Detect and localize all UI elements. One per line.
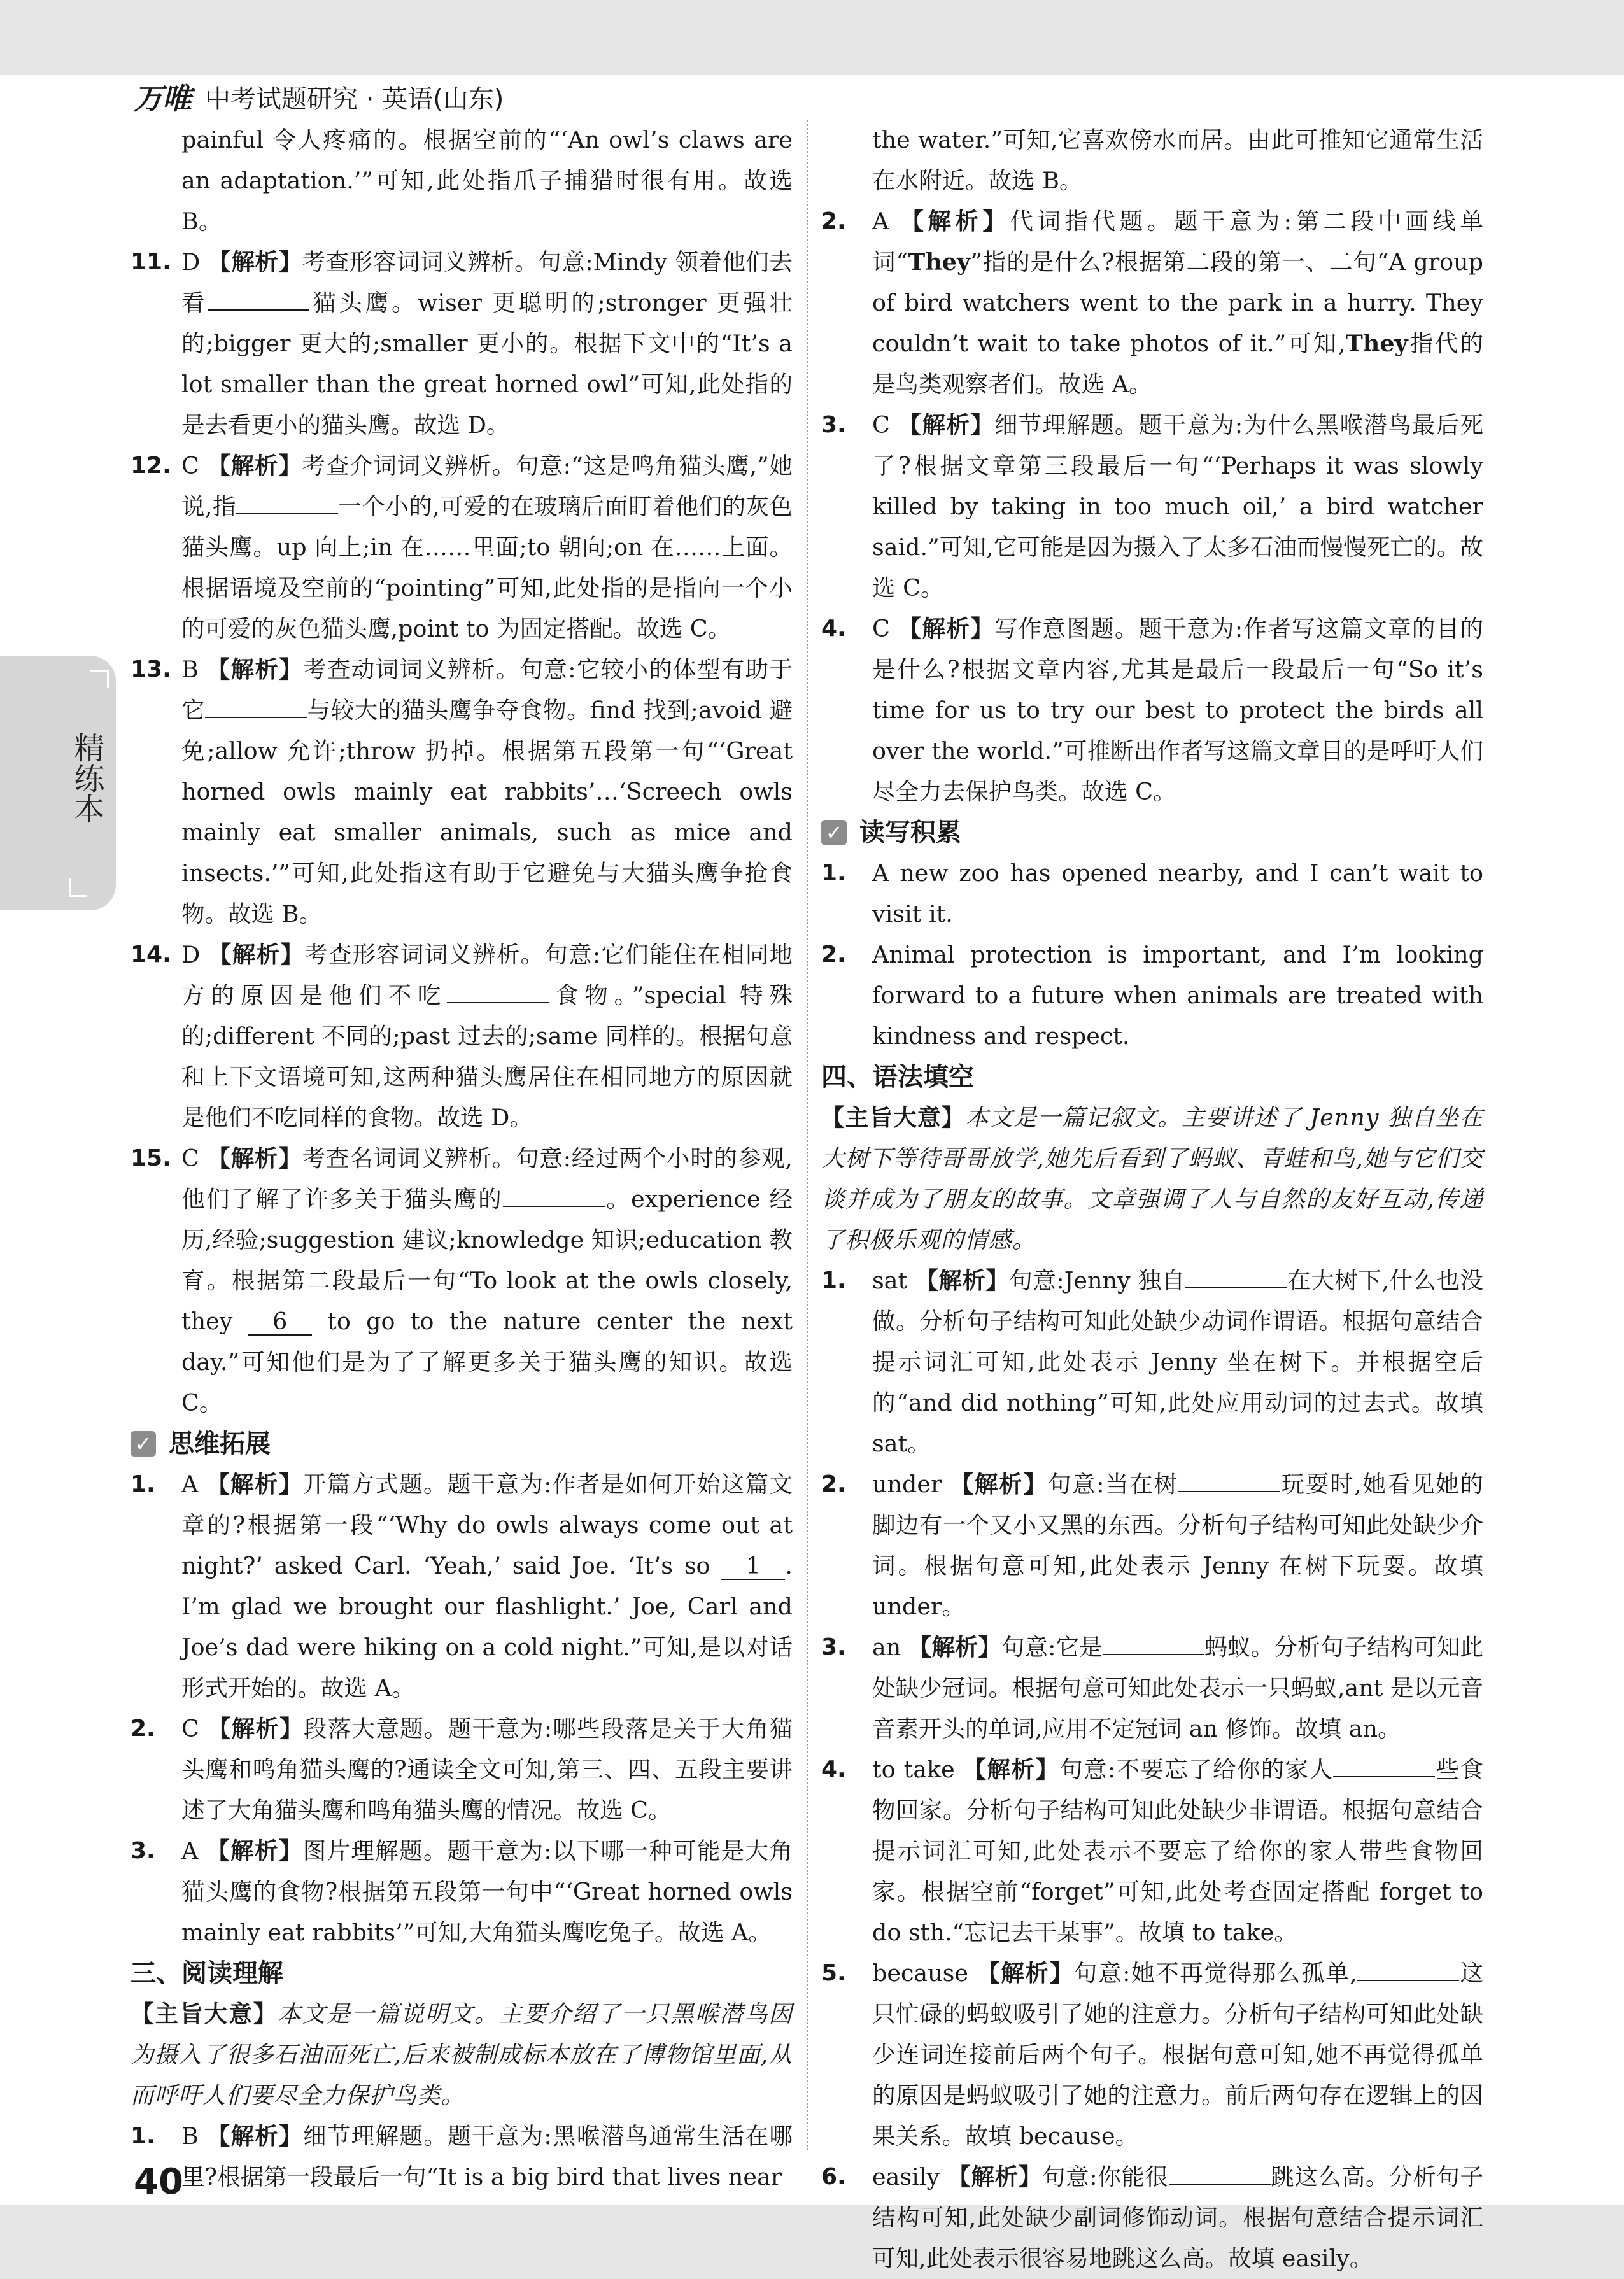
- summary-tag: 【主旨大意】: [131, 2000, 278, 2028]
- item-number: 2.: [821, 942, 846, 968]
- item-text: 蚂蚁。分析句子结构可知此处缺少冠词。根据句意可知此处表示一只蚂蚁,ant 是以元音音素开头的单词,应用不定冠词 an 修饰。故填 an。: [872, 1633, 1483, 1742]
- item-number: 3.: [131, 1838, 155, 1864]
- summary-text: 本文是一篇说明文。主要介绍了一只黑喉潜鸟因为摄入了很多石油而死亡,后来被制成标本放在了博物馆里面,从而呼吁人们要尽全力保护鸟类。: [131, 2000, 793, 2109]
- item-number: 15.: [131, 1145, 171, 1171]
- answer-item: [821, 1953, 1483, 2157]
- answer-item: [821, 1749, 1483, 1953]
- item-text: 考查动词词义辨析。句意:它较小的体型有助于它: [181, 656, 793, 724]
- item-text: Animal protection is important, and I’m looking forward to a future when animals are treated with kindness and respect.: [872, 941, 1483, 1050]
- bold-word: They: [1345, 330, 1408, 357]
- summary-paragraph: [821, 1097, 1483, 1260]
- book-title: 中考试题研究 · 英语(山东): [205, 84, 504, 114]
- item-number: 3.: [821, 412, 846, 438]
- item-text: 句意:Jenny 独自: [1009, 1267, 1185, 1294]
- write-item: [821, 853, 1483, 935]
- item-text: 猫头鹰。wiser 更聪明的;stronger 更强壮的;bigger 更大的;smaller 更小的。根据下文中的“It’s a lot smaller than the great horned owl”可知,此处指的是去看更小的猫头鹰。故选 D。: [181, 289, 793, 439]
- column-divider: [807, 120, 808, 2150]
- page-number: 40: [134, 2161, 183, 2203]
- analysis-tag: 【解析】: [207, 1715, 304, 1742]
- answer-item: [821, 1627, 1483, 1749]
- item-text: 句意:你能很: [1041, 2163, 1169, 2191]
- analysis-tag: 【解析】: [977, 1959, 1074, 1987]
- fill-blank: [1185, 1287, 1287, 1288]
- analysis-tag: 【解析】: [206, 1837, 303, 1865]
- item-text: 写作意图题。题干意为:作者写这篇文章的目的是什么?根据文章内容,尤其是最后一段最后一句“So it’s time for us to try our best to protect the birds all over the world.”可推断出作者写这篇文章目的是呼吁人们尽全力去保护鸟类。故选 C。: [872, 615, 1483, 805]
- item-answer: D: [181, 941, 201, 968]
- continued-text: painful 令人疼痛的。根据空前的“‘An owl’s claws are an adaptation.’”可知,此处指爪子捕猎时很有用。故选 B。: [181, 126, 793, 235]
- item-text: 段落大意题。题干意为:哪些段落是关于大角猫头鹰和鸣角猫头鹰的?通读全文可知,第三、四、五段主要讲述了大角猫头鹰和鸣角猫头鹰的情况。故选 C。: [181, 1715, 793, 1824]
- fill-blank: [1103, 1654, 1204, 1655]
- top-bar: [0, 0, 1624, 75]
- item-number: 3.: [821, 1634, 846, 1660]
- item-number: 2.: [821, 208, 846, 234]
- item-text: 这只忙碌的蚂蚁吸引了她的注意力。分析句子结构可知此处缺少连词连接前后两个句子。根据句意可知,她不再觉得孤单的原因是蚂蚁吸引了她的注意力。前后两句存在逻辑上的因果关系。故填 because。: [872, 1959, 1484, 2150]
- answer-item: [821, 1464, 1483, 1627]
- bracket-decoration: [69, 878, 87, 897]
- item-number: 1.: [821, 860, 846, 886]
- item-number: 1.: [821, 1267, 846, 1294]
- analysis-tag: 【解析】: [206, 1471, 303, 1498]
- section-title: 思维拓展: [169, 1429, 271, 1458]
- item-answer: because: [872, 1959, 969, 1987]
- item-text: 。experience 经历,经验;suggestion 建议;knowledge 知识;education 教育。根据第二段最后一句“To look at the owls closely, they: [181, 1185, 793, 1335]
- analysis-tag: 【解析】: [206, 656, 304, 683]
- left-column: [131, 120, 793, 2198]
- item-text: to go to the nature center the next day.”可知他们是为了了解更多关于猫头鹰的知识。故选 C。: [181, 1308, 793, 1416]
- item-text: 细节理解题。题干意为:黑喉潜鸟通常生活在哪里?根据第一段最后一句“It is a big bird that lives near: [181, 2122, 793, 2191]
- section-title: 读写积累: [859, 818, 961, 847]
- item-number: 2.: [821, 1471, 846, 1497]
- brand-logo: 万唯: [134, 81, 191, 116]
- item-answer: an: [872, 1633, 901, 1661]
- write-item: [821, 935, 1483, 1057]
- analysis-tag: 【解析】: [898, 411, 994, 439]
- item-number: 4.: [821, 1756, 846, 1782]
- analysis-tag: 【解析】: [898, 615, 994, 642]
- fill-blank: [1169, 2184, 1271, 2185]
- item-text: 在大树下,什么也没做。分析句子结构可知此处缺少动词作谓语。根据句意结合提示词汇可知,此处表示 Jenny 坐在树下。并根据空后的“and did nothing”可知,此处应用动词的过去式。故填 sat。: [872, 1267, 1483, 1457]
- summary-paragraph: [131, 1994, 793, 2116]
- section-header: [821, 812, 1483, 853]
- summary-tag: 【主旨大意】: [821, 1104, 966, 1131]
- item-number: 2.: [131, 1716, 155, 1742]
- fill-blank: [208, 309, 309, 311]
- item-answer: easily: [872, 2163, 940, 2191]
- item-answer: to take: [872, 1756, 955, 1783]
- item-text: 句意:她不再觉得那么孤单,: [1073, 1959, 1357, 1987]
- item-number: 1.: [131, 2123, 155, 2149]
- item-answer: C: [181, 1145, 199, 1172]
- page-header: [134, 78, 504, 116]
- item-text: 一个小的,可爱的在玻璃后面盯着他们的灰色猫头鹰。up 向上;in 在……里面;to 朝向;on 在……上面。根据语境及空前的“pointing”可知,此处指的是指向一个小的可爱的灰色猫头鹰,point to 为固定搭配。故选 C。: [181, 493, 793, 642]
- analysis-tag: 【解析】: [915, 1267, 1010, 1294]
- right-column: [821, 120, 1483, 2279]
- section-header: [131, 1423, 793, 1464]
- item-text: 句意:不要忘了给你的家人: [1059, 1756, 1334, 1783]
- item-text: 细节理解题。题干意为:为什么黑喉潜鸟最后死了?根据文章第三段最后一句“‘Perhaps it was slowly killed by taking in too much oil,’ a bird watcher said.”可知,它可能是因为摄入了太多石油而慢慢死亡的。故选 C。: [872, 411, 1483, 602]
- section-title: 四、语法填空: [821, 1062, 974, 1092]
- item-text: 代词指代题。题干意为:第二段中画线单词“: [872, 208, 1483, 276]
- answer-item: [131, 242, 793, 446]
- fill-blank: [1178, 1491, 1280, 1492]
- answer-item: [821, 1260, 1483, 1464]
- analysis-tag: 【解析】: [947, 2163, 1042, 2191]
- item-number: 4.: [821, 616, 846, 642]
- analysis-tag: 【解析】: [207, 1145, 302, 1172]
- fill-blank: [1357, 1980, 1459, 1981]
- bold-word: They: [908, 248, 971, 276]
- item-answer: A: [872, 208, 889, 235]
- item-text: 考查形容词词义辨析。句意:它们能住在相同地方的原因是他们不吃: [181, 941, 793, 1009]
- item-text: 食物。”special 特殊的;different 不同的;past 过去的;same 同样的。根据句意和上下文语境可知,这两种猫头鹰居住在相同地方的原因就是他们不吃同样的食物。故选 D。: [181, 982, 793, 1131]
- item-number: 11.: [131, 249, 171, 275]
- summary-text: 本文是一篇记叙文。主要讲述了 Jenny 独自坐在大树下等待哥哥放学,她先后看到了蚂蚁、青蛙和鸟,她与它们交谈并成为了朋友的故事。文章强调了人与自然的友好互动,传递了积极乐观的情感。: [821, 1104, 1483, 1253]
- item-answer: under: [872, 1471, 942, 1498]
- item-answer: C: [872, 411, 890, 439]
- item-number: 6.: [821, 2164, 846, 2190]
- item-number: 14.: [131, 942, 171, 968]
- answer-item: [131, 1709, 793, 1831]
- item-text: 考查介词词义辨析。句意:“这是鸣角猫头鹰,”她说,指: [181, 452, 793, 520]
- item-answer: A: [181, 1471, 199, 1498]
- continued-text: the water.”可知,它喜欢傍水而居。由此可推知它通常生活在水附近。故选 B。: [872, 126, 1483, 194]
- answer-item: [131, 1138, 793, 1423]
- fill-blank: [205, 717, 307, 718]
- item-text: 句意:它是: [1001, 1633, 1103, 1661]
- item-answer: B: [181, 2122, 199, 2150]
- analysis-tag: 【解析】: [900, 208, 1010, 235]
- answer-item: [821, 2157, 1483, 2279]
- item-answer: C: [181, 452, 199, 479]
- answer-item: [131, 446, 793, 649]
- fill-blank: 6: [248, 1309, 312, 1336]
- item-answer: A: [181, 1837, 199, 1865]
- fill-blank: [1333, 1776, 1435, 1777]
- checkbox-icon: ✓: [821, 820, 847, 845]
- fill-blank: [447, 1002, 549, 1003]
- answer-item: [821, 405, 1483, 609]
- item-text: ”指的是什么?根据第二段的第一、二句“A group of bird watchers went to the park in a hurry. They couldn’t wait to take photos of it.”可知,: [872, 248, 1483, 357]
- fill-blank: [503, 1206, 605, 1207]
- item-answer: D: [181, 248, 201, 276]
- item-text: 些食物回家。分析句子结构可知此处缺少非谓语。根据句意结合提示词汇可知,此处表示不要忘了给你的家人带些食物回家。根据空前“forget”可知,此处考查固定搭配 forget to do sth.“忘记去干某事”。故填 to take。: [872, 1756, 1483, 1946]
- section-title: 三、阅读理解: [131, 1959, 283, 1988]
- analysis-tag: 【解析】: [208, 248, 302, 276]
- analysis-tag: 【解析】: [206, 2122, 304, 2150]
- answer-item: [821, 609, 1483, 812]
- item-text: . I’m glad we brought our flashlight.’ Joe, Carl and Joe’s dad were hiking on a cold night.”可知,是以对话形式开始的。故选 A。: [181, 1552, 793, 1702]
- analysis-tag: 【解析】: [963, 1756, 1060, 1783]
- answer-item: [131, 935, 793, 1138]
- item-answer: B: [181, 656, 199, 683]
- item-text: 开篇方式题。题干意为:作者是如何开始这篇文章的?根据第一段“‘Why do owls always come out at night?’ asked Carl. ‘Yeah,’ said Joe. ‘It’s so: [181, 1471, 793, 1579]
- item-number: 13.: [131, 656, 171, 682]
- item-text: 玩耍时,她看见她的脚边有一个又小又黑的东西。分析句子结构可知此处缺少介词。根据句意可知,此处表示 Jenny 在树下玩耍。故填 under。: [872, 1471, 1484, 1620]
- item-text: 考查名词词义辨析。句意:经过两个小时的参观,他们了解了许多关于猫头鹰的: [181, 1145, 793, 1213]
- answer-item: [131, 1464, 793, 1709]
- analysis-tag: 【解析】: [208, 941, 305, 968]
- item-text: A new zoo has opened nearby, and I can’t wait to visit it.: [872, 859, 1483, 928]
- fill-blank: 1: [721, 1553, 785, 1580]
- side-tab-label: 精练本: [69, 732, 104, 824]
- analysis-tag: 【解析】: [908, 1633, 1002, 1661]
- bracket-decoration: [90, 670, 109, 688]
- item-text: 考查形容词词义辨析。句意:Mindy 领着他们去看: [181, 248, 793, 316]
- item-number: 12.: [131, 453, 171, 479]
- fill-blank: [236, 513, 338, 514]
- answer-item: [131, 1831, 793, 1953]
- item-answer: C: [872, 615, 890, 642]
- item-text: 跳这么高。分析句子结构可知,此处缺少副词修饰动词。根据句意结合提示词汇可知,此处表示很容易地跳这么高。故填 easily。: [872, 2163, 1483, 2272]
- answer-item: [821, 201, 1483, 405]
- item-answer: C: [181, 1715, 199, 1742]
- answer-item: [131, 2116, 793, 2198]
- checkbox-icon: ✓: [131, 1431, 156, 1457]
- item-number: 5.: [821, 1960, 846, 1986]
- item-answer: sat: [872, 1267, 908, 1294]
- analysis-tag: 【解析】: [207, 452, 302, 479]
- side-tab: [0, 656, 116, 910]
- item-text: 指代的是鸟类观察者们。故选 A。: [872, 330, 1484, 398]
- answer-item: [131, 649, 793, 935]
- item-text: 与较大的猫头鹰争夺食物。find 找到;avoid 避免;allow 允许;throw 扔掉。根据第五段第一句“‘Great horned owls mainly eat rabbits’…‘Screech owls mainly eat smaller animals, such as mice and insects.’”可知,此处指这有助于它避免与大猫头鹰争抢食物。故选 B。: [181, 696, 793, 928]
- item-text: 句意:当在树: [1047, 1471, 1178, 1498]
- item-number: 1.: [131, 1471, 155, 1497]
- analysis-tag: 【解析】: [950, 1471, 1048, 1498]
- item-text: 图片理解题。题干意为:以下哪一种可能是大角猫头鹰的食物?根据第五段第一句中“‘Great horned owls mainly eat rabbits’”可知,大角猫头鹰吃兔子。故选 A。: [181, 1837, 793, 1946]
